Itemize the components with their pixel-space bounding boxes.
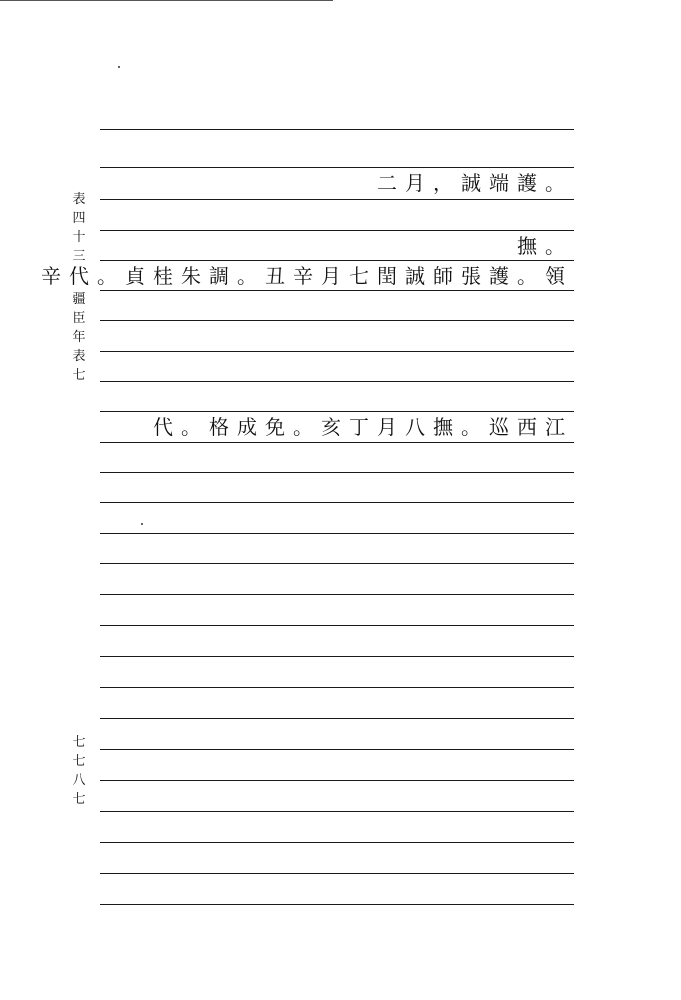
table-rule <box>100 594 574 595</box>
page-number: 七 七 八 七 <box>72 735 86 807</box>
section-label: 疆 臣 年 表 七 <box>72 292 86 383</box>
table-rule <box>100 320 574 321</box>
volume-label: 表 四 十 三 <box>72 192 86 264</box>
table-rule <box>100 563 574 564</box>
table-rule <box>100 351 574 352</box>
table-rule <box>100 260 574 261</box>
table-rule <box>100 442 574 443</box>
top-edge-rule <box>0 0 333 1</box>
table-rule <box>100 718 574 719</box>
table-row-text: 辛代。貞桂朱調。丑辛月七閏誠師張護。領 <box>41 264 573 288</box>
table-rule <box>100 129 574 130</box>
table-rule <box>100 411 574 412</box>
table-rule <box>100 749 574 750</box>
table-row-text: 撫。 <box>517 234 573 258</box>
scan-speck <box>141 523 143 525</box>
table-rule <box>100 625 574 626</box>
table-rule <box>100 687 574 688</box>
table-rule <box>100 811 574 812</box>
table-rule <box>100 199 574 200</box>
table-rule <box>100 904 574 905</box>
table-row-text: 代。格成免。亥丁月八撫。巡西江 <box>153 415 573 439</box>
scan-speck <box>118 66 120 68</box>
table-rule <box>100 502 574 503</box>
table-rule <box>100 780 574 781</box>
table-rule <box>100 230 574 231</box>
table-rule <box>100 842 574 843</box>
table-rule <box>100 656 574 657</box>
table-rule <box>100 873 574 874</box>
table-rule <box>100 381 574 382</box>
table-rule <box>100 472 574 473</box>
table-row-text: 二月，誠端護。 <box>377 171 573 195</box>
table-rule <box>100 290 574 291</box>
table-rule <box>100 533 574 534</box>
table-rule <box>100 167 574 168</box>
